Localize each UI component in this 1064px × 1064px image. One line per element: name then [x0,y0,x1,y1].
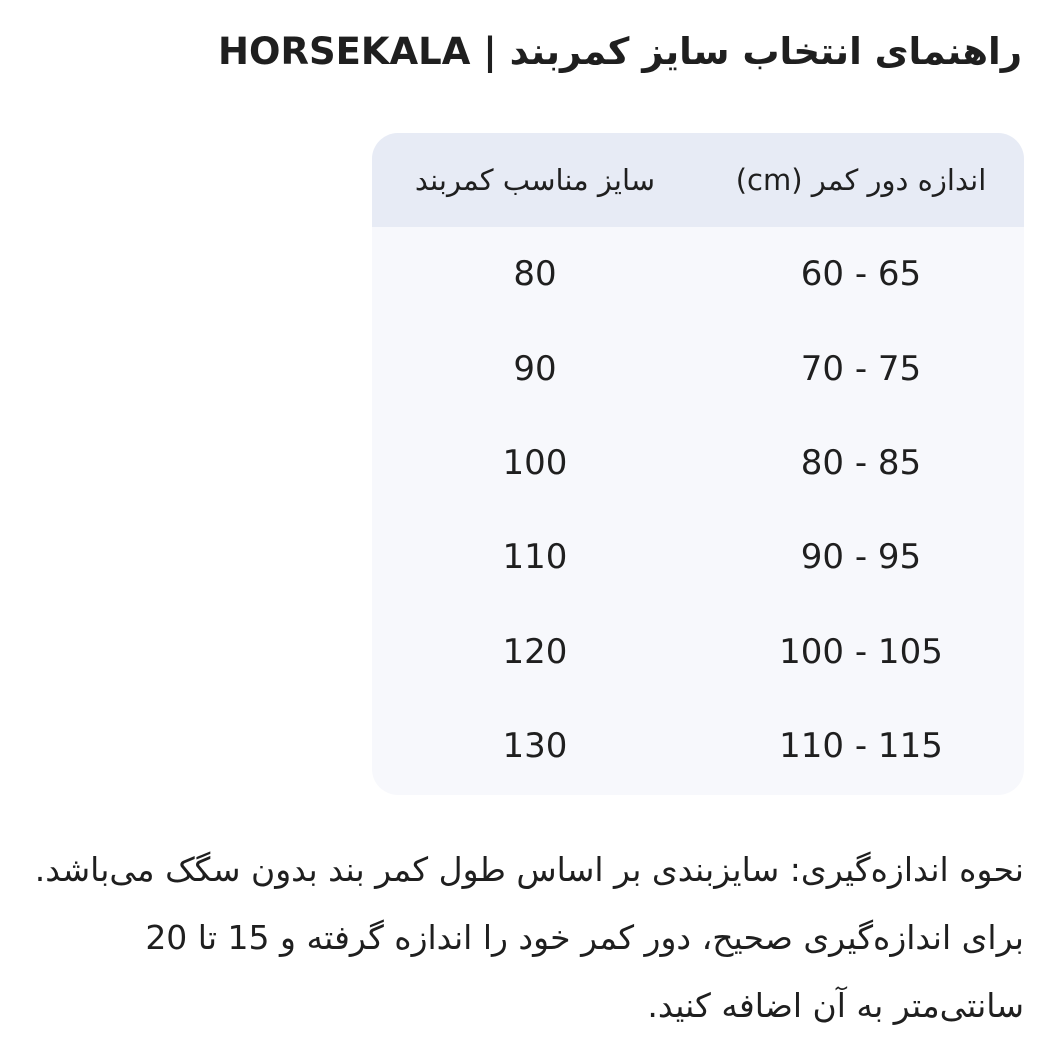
size-table [372,133,1024,793]
table-row [372,605,1024,699]
cell-waist: 80 - 85 [800,442,922,483]
size-table-card [372,133,1024,795]
cell-size: 90 [513,348,557,389]
cell-waist: 100 - 105 [779,631,943,672]
table-row [372,510,1024,604]
cell-size: 80 [513,254,557,295]
table-row [372,699,1024,793]
page-title: راهنمای انتخاب سایز کمربند | HORSEKALA [218,30,1022,73]
header-size: سایز مناسب کمربند [414,163,656,197]
cell-waist: 70 - 75 [800,348,922,389]
cell-size: 100 [502,442,568,483]
table-row [372,416,1024,510]
cell-waist: 60 - 65 [800,254,922,295]
header-waist: اندازه دور کمر (cm) [735,163,987,197]
measurement-note: نحوه اندازه‌گیری: سایزبندی بر اساس طول کمر بند بدون سگک می‌باشد. برای اندازه‌گیری صحیح، دور کمر خود را اندازه گرفته و 15 تا 20 سانتی‌متر به آن اضافه کنید. [34,850,1024,1025]
table-header-row [372,133,1024,227]
cell-size: 130 [502,726,568,767]
cell-size: 120 [502,631,568,672]
table-row [372,321,1024,415]
table-row [372,227,1024,321]
cell-size: 110 [502,537,568,578]
cell-waist: 90 - 95 [800,537,922,578]
cell-waist: 110 - 115 [779,726,943,767]
